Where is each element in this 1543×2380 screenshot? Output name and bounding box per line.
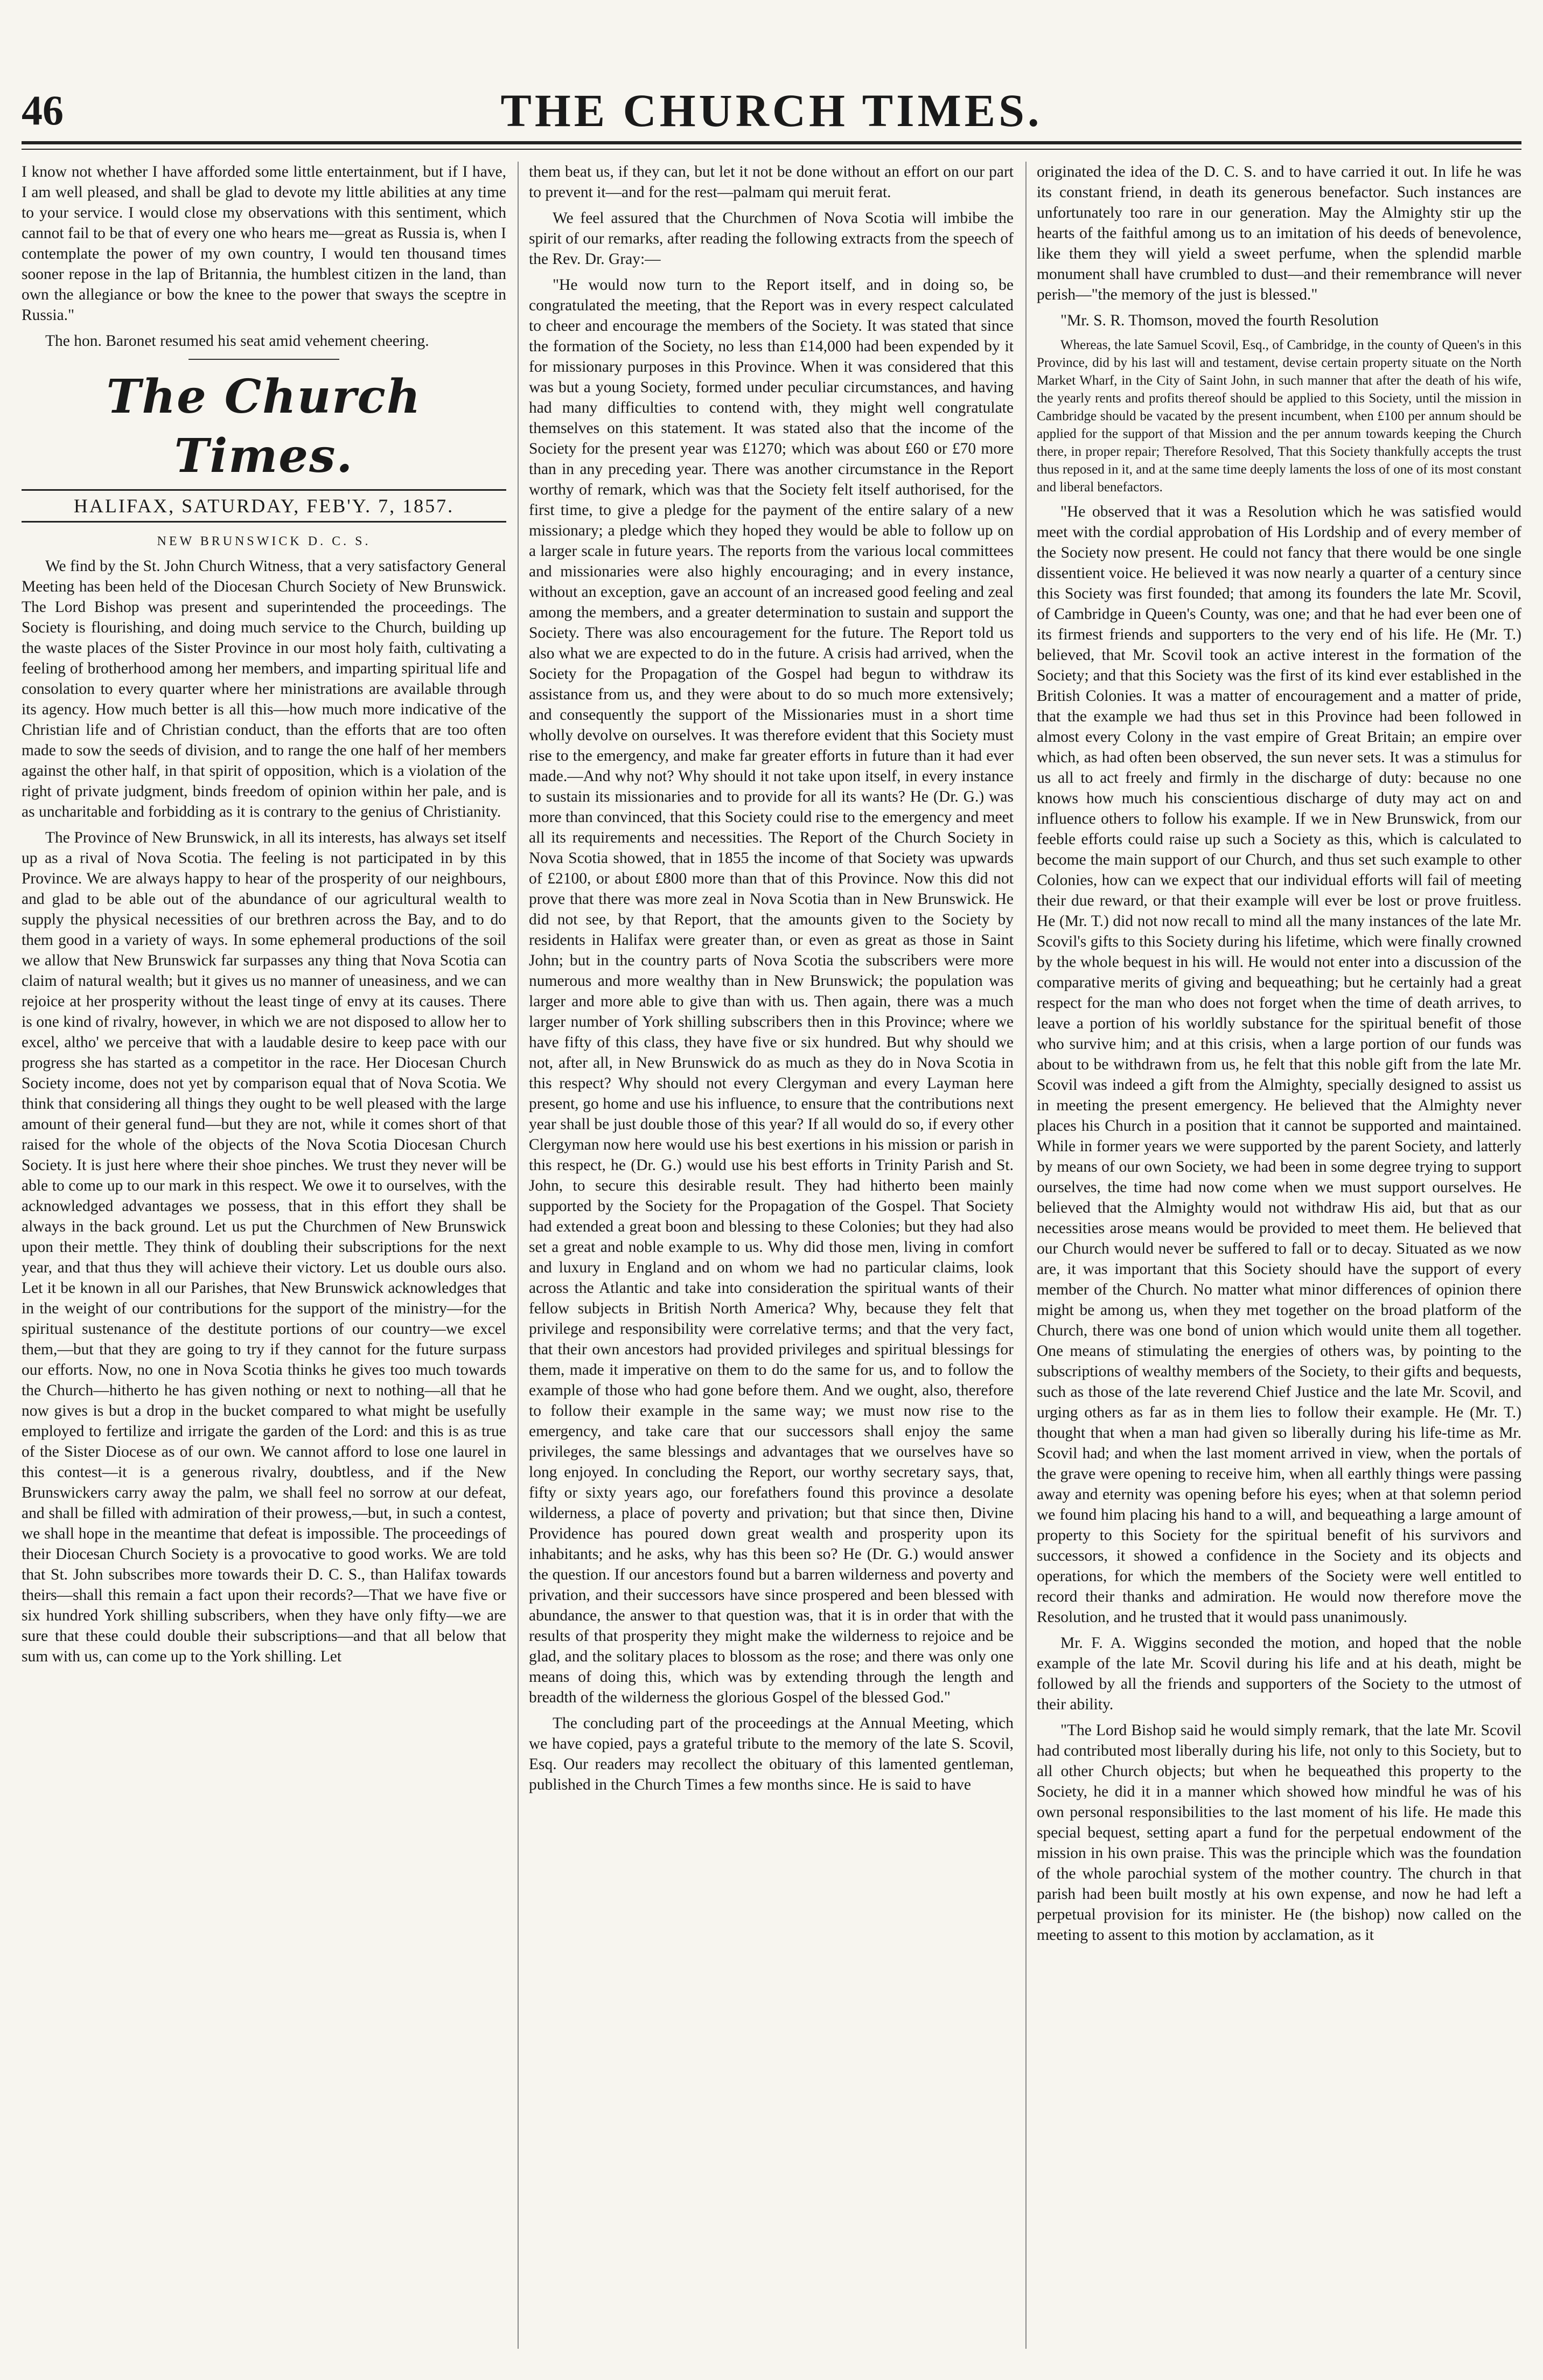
dateline: HALIFAX, SATURDAY, FEB'Y. 7, 1857. [22,489,506,523]
article-paragraph: originated the idea of the D. C. S. and to have carried it out. In life he was its constant friend, in death its generous benefactor. Such instances are unfortunately too rare in our generation. May the Almighty stir up the hearts of the faithful among us to an imitation of his deeds of benevolence, like them they will yield a sweet perfume, when the splendid marble monument shall have crumbled to dust—and their remembrance will never perish—"the memory of the just is blessed." [1037,163,1521,303]
article-paragraph: them beat us, if they can, but let it not be done without an effort on our part to prevent it—and for the rest—palmam qui meruit ferat. [529,163,1014,201]
divider [188,359,339,360]
quoted-speech: "He observed that it was a Resolution which he was satisfied would meet with the cordial approbation of His Lordship and of every member of the Society now present. He could not fancy that there would be one single dissentient voice. He believed it was now nearly a quarter of a century since this Society was first founded; that among its founders the late Mr. Scovil, of Cambridge in Queen's County, was one; and that he had ever been one of its firmest friends and supporters to the very end of his life. He (Mr. T.) believed, that Mr. Scovil took an active interest in the formation of the Society; and that this Society was the first of its kind ever established in the British Colonies. It was a matter of encouragement and a matter of pride, that the example we had thus set in this Province had been followed in almost every Colony in the vast empire of Great Britain; an empire over which, as had often been observed, the sun never sets. It was a stimulus for us all to act freely and firmly in the discharge of duty: because no one knows how much his conscientious discharge of duty may act on and influence others to follow his example. If we in New Brunswick, from our feeble efforts could raise up such a Society as this, which is calculated to become the main support of our Church, and thus set such example to other Colonies, how can we expect that our individual efforts will fail of meeting their due reward, or that their example will ever be lost or prove fruitless. He (Mr. T.) did not now recall to mind all the many instances of the late Mr. Scovil's gifts to this Society during his lifetime, which were finally crowned by the whole bequest in his will. He would not enter into a discussion of the comparative merits of giving and bequeathing; but he certainly had a great respect for the man who does not forget when the time of death arrives, to leave a portion of his worldly substance for the spiritual benefit of those who survive him; and at this crisis, when a large portion of our funds was about to be withdrawn from us, he felt that this noble gift from the late Mr. Scovil was indeed a gift from the Almighty, specially designed to assist us in meeting the present emergency. He believed that the Almighty never places his Church in a position that it cannot be supported and maintained. While in former years we were supported by the parent Society, and latterly by means of our own Society, we had been in some degree trying to support ourselves, the time had now come when we must support ourselves. He believed that the Almighty would not withdraw His aid, but that as our necessities arose means would be provided to meet them. He believed that our Church would never be suffered to fall or to decay. Situated as we now are, it was important that this Society should have the support of every member of the Church. No matter what minor differences of opinion there might be among us, when they met together on the broad platform of the Church, there was one bond of union which would unite them all together. One means of stimulating the energies of others was, by pointing to the subscriptions of wealthy members of the Society, to their gifts and bequests, such as those of the late reverend Chief Justice and the late Mr. Scovil, and urging others as far as in them lies to follow their example. He (Mr. T.) thought that when a man had given so liberally during his life-time as Mr. Scovil had; and when the last moment arrived in view, when the portals of the grave were opening to receive him, when all earthly things were passing away and eternity was opening before his eyes; when at that solemn period we found him placing his hand to a will, and bequeathing a large amount of property to this Society for the spiritual benefit of his survivors and successors, it showed a confidence in the Society and its objects and operations, for which the members of the Society were well entitled to record their thanks and admiration. He would now therefore move the Resolution, and he trusted that it would pass unanimously. [1037,503,1521,1626]
header-rule-thin [22,149,1521,150]
column-3 [1037,162,1521,2349]
masthead-title: The Church Times. [106,370,422,483]
column-separator [1025,162,1027,2349]
header-rule [22,141,1521,144]
column-2 [529,162,1014,2349]
article-paragraph: The Province of New Brunswick, in all its interests, has always set itself up as a rival of Nova Scotia. The feeling is not participated in by this Province. We are always happy to hear of the prosperity of our neighbours, and glad to be able out of the abundance of our agricultural wealth to supply the physical necessities of our brethren across the Bay, and to do them good in a variety of ways. In some ephemeral productions of the soil we allow that New Brunswick far surpasses any thing that Nova Scotia can claim of natural wealth; but it gives us no manner of uneasiness, and we can rejoice at her prosperity without the least tinge of envy at its causes. There is one kind of rivalry, however, in which we are not disposed to allow her to excel, altho' we perceive that with a laudable desire to keep pace with our progress she has started as a competitor in the race. Her Diocesan Church Society income, does not yet by comparison equal that of Nova Scotia. We think that considering all things they ought to be well pleased with the large amount of their general fund—but they are not, while it comes short of that raised for the whole of the objects of the Nova Scotia Diocesan Church Society. It is just here where their shoe pinches. We trust they never will be able to come up to our mark in this respect. We owe it to ourselves, with the acknowledged advantages we possess, that in this effort they shall be always in the back ground. Let us put the Churchmen of New Brunswick upon their mettle. They think of doubling their subscriptions for the next year, and that thus they will achieve their victory. Let us double ours also. Let it be known in all our Parishes, that New Brunswick acknowledges that in the weight of our contributions for the support of the ministry—for the spiritual sustenance of the destitute portions of our country—we excel them,—but that they are going to try if they cannot for the future surpass our efforts. Now, no one in Nova Scotia thinks he gives too much towards the Church—hitherto he has given nothing or next to nothing—all that he now gives is but a drop in the bucket compared to what might be usefully employed to fertilize and irrigate the garden of the Lord: and this is as true of the Sister Diocese as of our own. We cannot afford to lose one laurel in this contest—it is a generous rivalry, doubtless, and if the New Brunswickers carry away the palm, we shall feel no sorrow at our defeat, and shall be filled with admiration of their prowess,—but, in such a contest, we shall hope in the meantime that defeat is impossible. The proceedings of their Diocesan Church Society is a provocative to good works. We are told that St. John subscribes more towards their D. C. S., than Halifax towards theirs—shall this remain a fact upon their records?—That we have five or six hundred York shilling subscribers, when they have only fifty—we are sure that these could double their subscriptions—and that all below that sum with us, can come up to the York shilling. Let [22,829,506,1665]
article-paragraph: "Mr. S. R. Thomson, moved the fourth Resolution [1060,312,1379,329]
article-paragraph: Mr. F. A. Wiggins seconded the motion, and hoped that the noble example of the late Mr. Scovil during his life and at his death, might be followed by all the friends and supporters of the Society to the utmost of their ability. [1037,1634,1521,1713]
article-paragraph: We find by the St. John Church Witness, that a very satisfactory General Meeting has been held of the Diocesan Church Society of New Brunswick. The Lord Bishop was present and superintended the proceedings. The Society is flourishing, and doing much service to the Church, building up the waste places of the Sister Province in our most holy faith, cultivating a feeling of brotherhood among her members, and imparting spiritual life and consolation to every quarter where her ministrations are available through its agency. How much better is all this—how much more indicative of the Christian life and of Christian conduct, than the efforts that are too often made to sow the seeds of division, and to range the one half of her members against the other half, in that spirit of opposition, which is a violation of the right of private judgment, binds freedom of opinion within her pale, and is as uncharitable and forbidding as it is contrary to the genius of Christianity. [22,558,506,820]
article-heading: NEW BRUNSWICK D. C. S. [157,534,371,548]
cheering-note: The hon. Baronet resumed his seat amid vehement cheering. [45,332,429,350]
article-paragraph: We feel assured that the Churchmen of Nova Scotia will imbibe the spirit of our remarks, after reading the following extracts from the speech of the Rev. Dr. Gray:— [529,210,1014,268]
page-number: 46 [22,87,64,134]
resolution-text: Whereas, the late Samuel Scovil, Esq., of Cambridge, in the county of Queen's in this Province, did by his last will and testament, devise certain property situate on the North Market Wharf, in the City of Saint John, in such manner that after the death of his wife, the yearly rents and profits thereof should be applied to this Society, until the mission in Cambridge should be vacated by the present incumbent, when £100 per annum should be applied for the support of that Mission and the per annum towards keeping the Church there, in proper repair; Therefore Resolved, That this Society thankfully accepts the trust thus reposed in it, and at the same time deeply laments the loss of one of its most constant and liberal benefactors. [1037,338,1521,495]
column-separator [518,162,519,2349]
running-title: THE CHURCH TIMES. [500,85,1043,136]
page-header [22,81,1521,140]
speech-ending: I know not whether I have afforded some little entertainment, but if I have, I am well pleased, and shall be glad to devote my little abilities at any time to your service. I would close my observations with this sentiment, which cannot fail to be that of every one who hears me—great as Russia is, when I contemplate the power of my own country, I would ten thousand times sooner repose in the lap of Britannia, the humblest citizen in the land, than own the allegiance or bow the knee to the power that sways the sceptre in Russia." [22,163,506,324]
column-1 [22,162,506,2349]
quoted-speech: "He would now turn to the Report itself, and in doing so, be congratulated the meeting, that the Report was in every respect calculated to cheer and encourage the members of the Society. It was stated that since the formation of the Society, no less than £14,000 had been expended by it for missionary purposes in this Province. When it was considered that this was but a young Society, formed under peculiar circumstances, and having had many difficulties to contend with, they might well congratulate themselves on this statement. It was stated also that the income of the Society for the present year was £1270; which was about £60 or £70 more than in any preceding year. There was another circumstance in the Report worthy of remark, which was that the Society felt itself authorised, for the first time, to give a pledge for the payment of the entire salary of a new missionary; a pledge which they hoped they would be able to follow up on a larger scale in future years. The reports from the various local committees and missionaries were also highly encouraging; and in every instance, without an exception, gave an account of an increased good feeling and zeal among the members, and a greater determination to sustain and support the Society. There was also encouragement for the future. The Report told us also what we are expected to do in the future. A crisis had arrived, when the Society for the Propagation of the Gospel had begun to withdraw its assistance from us, and they were about to do so much more extensively; and consequently the support of the Missionaries must in a short time wholly devolve on ourselves. It was therefore evident that this Society must rise to the emergency, and make far greater efforts in future than it had ever made.—And why not? Why should it not take upon itself, in every instance to sustain its missionaries and to provide for all its wants? He (Dr. G.) was more than convinced, that this Society could rise to the emergency and meet all its requirements and necessities. The Report of the Church Society in Nova Scotia showed, that in 1855 the income of that Society was upwards of £2100, or about £800 more than that of this Province. Now this did not prove that there was more zeal in Nova Scotia than in New Brunswick. He did not see, by that Report, that the amounts given to the Society by residents in Halifax were greater than, or even as great as those in Saint John; but in the country parts of Nova Scotia the subscribers were more numerous and more wealthy than in New Brunswick; the population was larger and more able to give than with us. Then again, there was a much larger number of York shilling subscribers then in this Province; where we have fifty of this class, they have five or six hundred. But why should we not, after all, in New Brunswick do as much as they do in Nova Scotia in this respect? Why should not every Clergyman and every Layman here present, go home and use his influence, to ensure that the contributions next year shall be just double those of this year? If all would do so, if every other Clergyman now here would use his best exertions in his mission or parish in this respect, he (Dr. G.) would use his best efforts in Trinity Parish and St. John, to secure this desirable result. They had hitherto been mainly supported by the Society for the Propagation of the Gospel. That Society had extended a great boon and blessing to these Colonies; but they had also set a great and noble example to us. Why did those men, living in comfort and luxury in England and on whom we had no particular claims, look across the Atlantic and take into consideration the spiritual wants of their fellow subjects in British North America? Why, because they felt that privilege and responsibility were correlative terms; and that the very fact, that their own ancestors had provided privileges and spiritual blessings for them, made it imperative on them to do the same for us, and to follow the example of those who had gone before them. And we ought, also, therefore to follow their example in the same way; we must now rise to the emergency, and take care that our successors shall enjoy the same privileges, the same blessings and advantages that we ourselves have so long enjoyed. In concluding the Report, our worthy secretary says, that, fifty or sixty years ago, our forefathers found this province a desolate wilderness, a place of poverty and privation; but that since then, Divine Providence has poured down great wealth and prosperity upon its inhabitants; and he asks, why has this been so? He (Dr. G.) would answer the question. If our ancestors found but a barren wilderness and poverty and privation, and their successors have since prospered and been blessed with abundance, the answer to that question was, that it is in order that with the results of that prosperity they might make the wilderness to rejoice and be glad, and the solitary places to blossom as the rose; and there was only one means of doing this, which was by extending through the length and breadth of the wilderness the glorious Gospel of the blessed God." [529,276,1014,1706]
article-paragraph: The concluding part of the proceedings at the Annual Meeting, which we have copied, pays a grateful tribute to the memory of the late S. Scovil, Esq. Our readers may recollect the obituary of this lamented gentleman, published in the Church Times a few months since. He is said to have [529,1715,1014,1793]
quoted-speech: "The Lord Bishop said he would simply remark, that the late Mr. Scovil had contributed most liberally during his life, not only to this Society, but to all other Church objects; but when he bequeathed this property to the Society, he did it in a manner which showed how mindful he was of his own personal responsibilities to the last moment of his life. He made this special bequest, setting apart a fund for the perpetual endowment of the mission in his own praise. This was the principle which was the foundation of the whole parochial system of the mother country. The church in that parish had been built mostly at his own expense, and now he had left a perpetual provision for its minister. He (the bishop) now called on the meeting to assent to this motion by acclamation, as it [1037,1722,1521,1944]
